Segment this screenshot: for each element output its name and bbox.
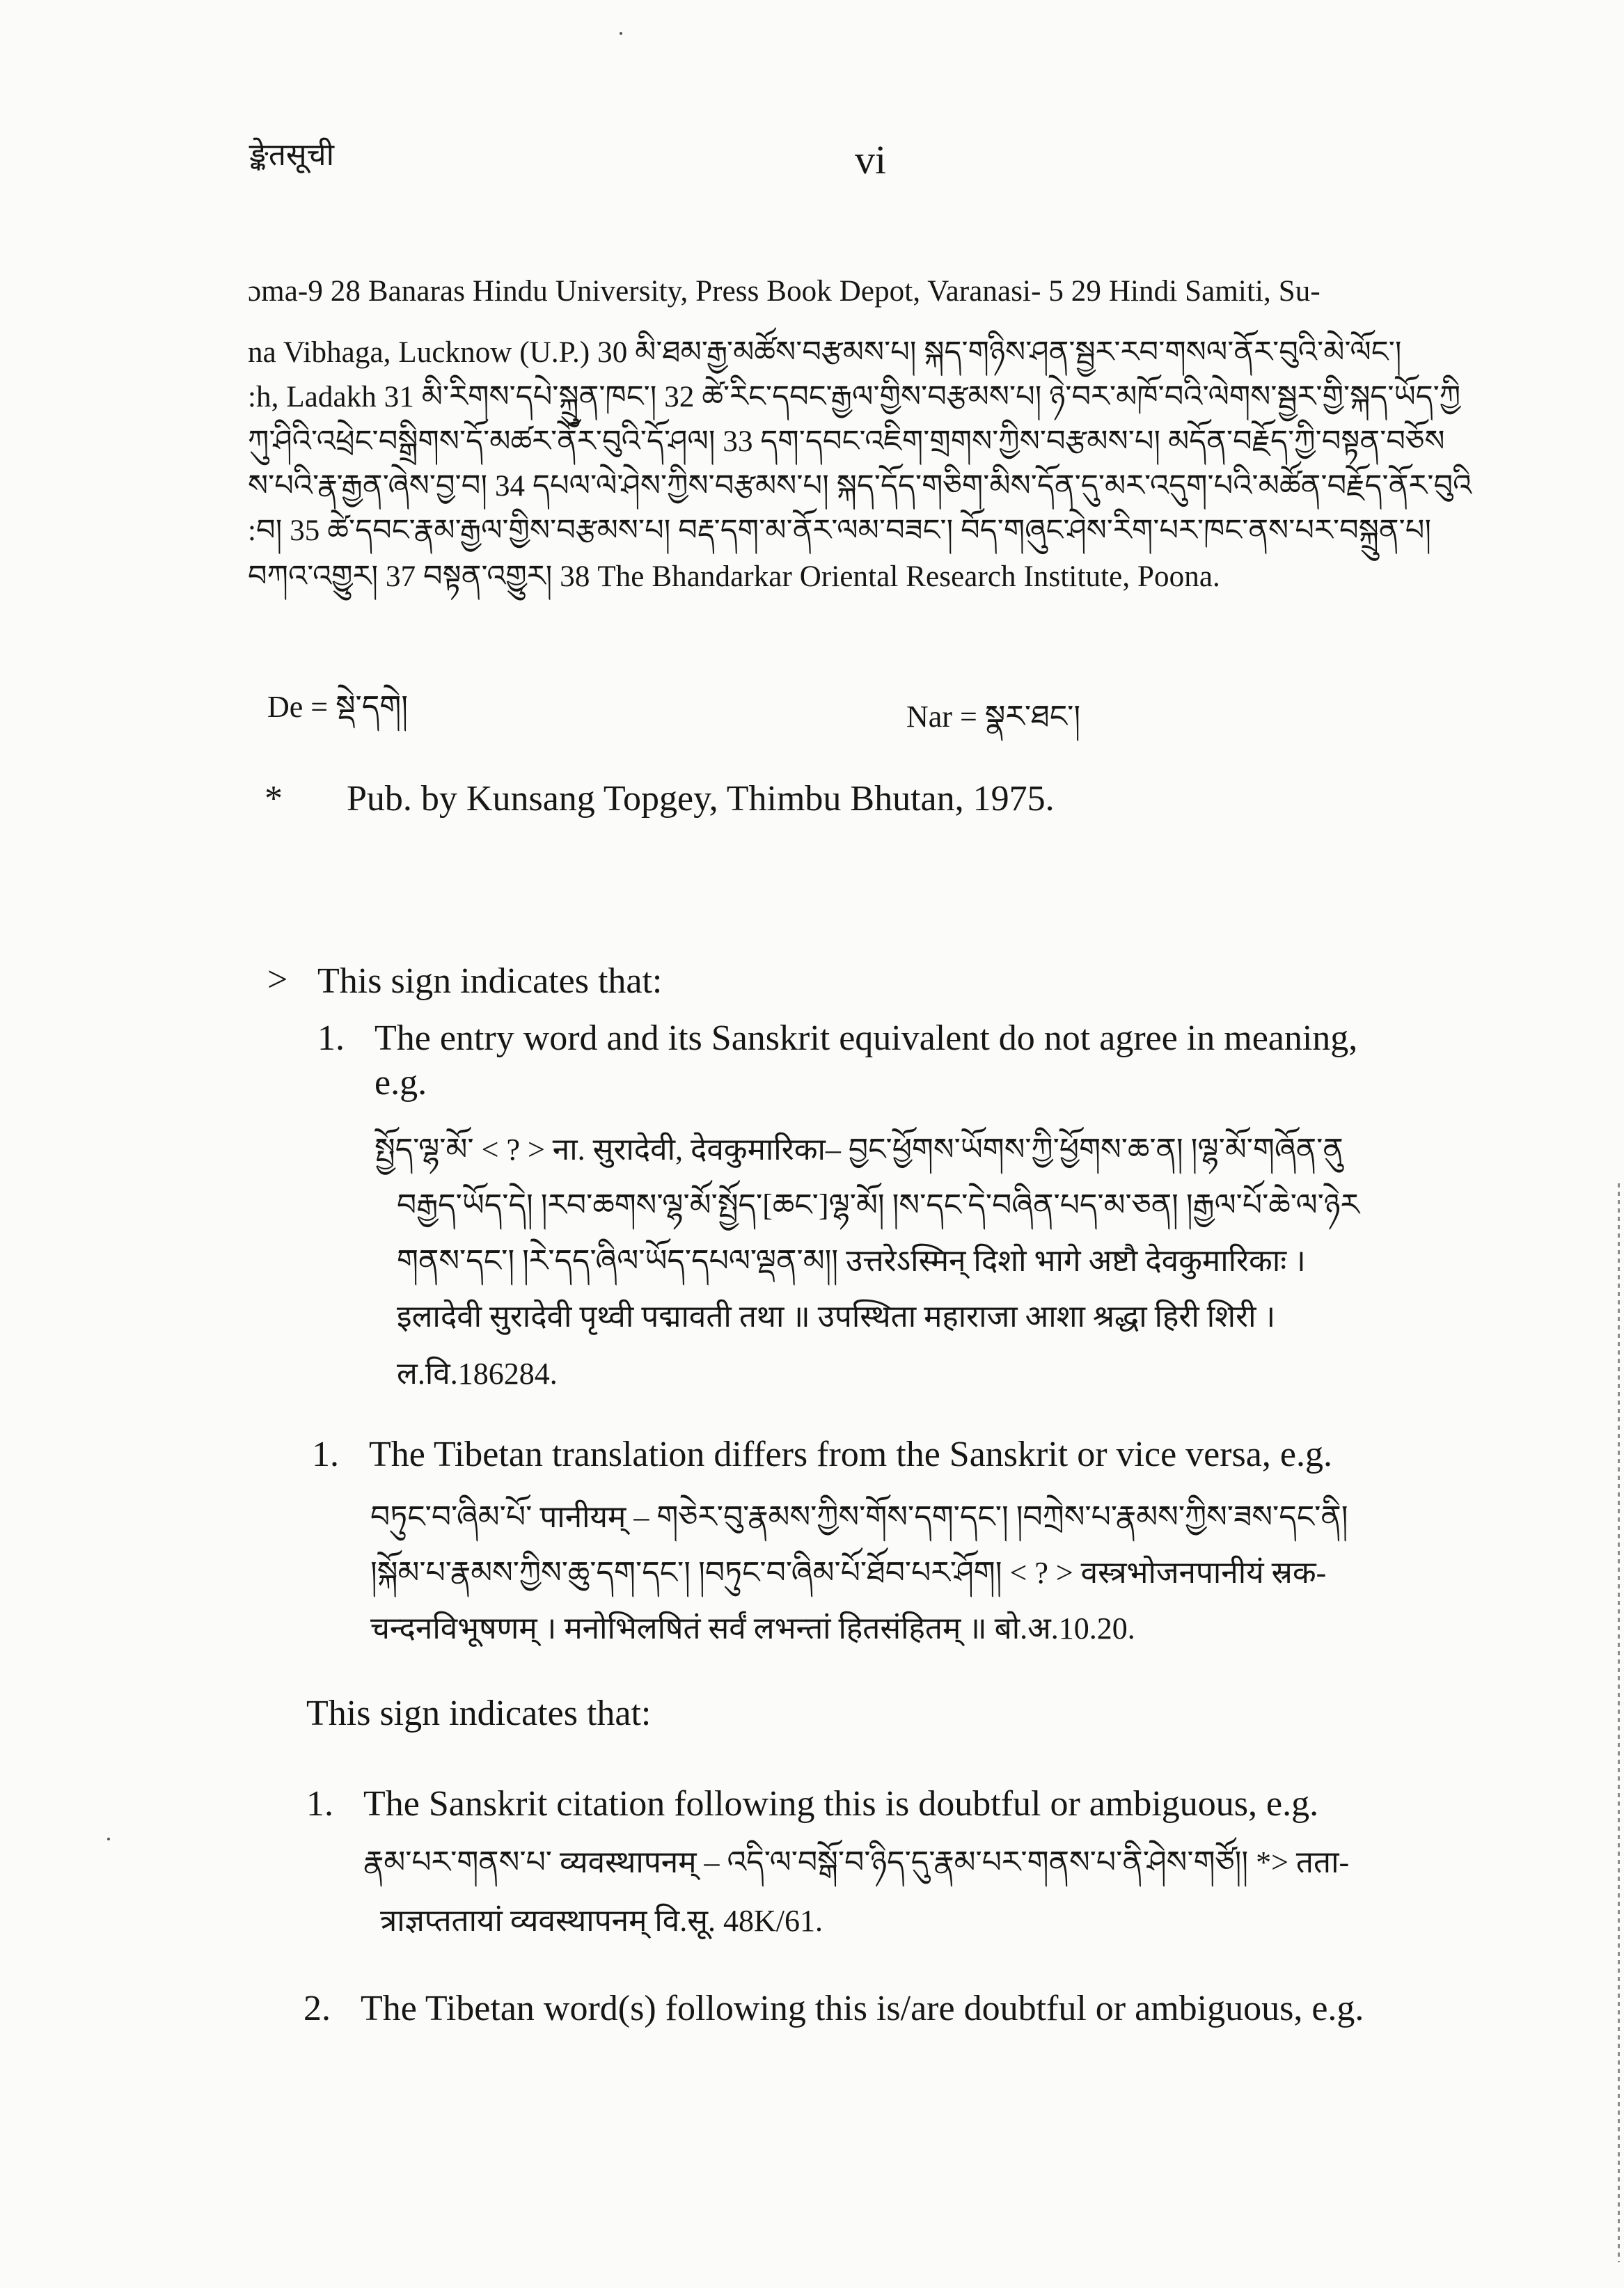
abbreviation-nar: Nar = སྣར་ཐང་། <box>906 700 1081 734</box>
scan-edge-mark <box>1618 1183 1620 2262</box>
item-number: 2. <box>303 1989 331 2028</box>
header-left-title: ङ्केतसूची <box>249 138 335 172</box>
item-text: e.g. <box>375 1063 427 1103</box>
item-text: The Tibetan word(s) following this is/are doubtful or ambiguous, e.g. <box>361 1989 1364 2028</box>
source-line: :བ། 35 ཚེ་དབང་རྣམ་རྒྱལ་གྱིས་བརྩམས་པ། བརྡ་དག་མ་ནོར་ལམ་བཟང་། བོད་གཞུང་ཤེས་རིག་པར་ཁང་ནས་པར་བསྐྲུན་པ། <box>248 514 1432 547</box>
sign-title: This sign indicates that: <box>317 961 663 1001</box>
example-line: བཏུང་བ་ཞིམ་པོ་ पानीयम् – གཅེར་བུ་རྣམས་ཀྱིས་གོས་དག་དང་། །བཀྲེས་པ་རྣམས་ཀྱིས་ཟས་དང་ནི། <box>370 1500 1348 1534</box>
item-text: The Sanskrit citation following this is doubtful or ambiguous, e.g. <box>363 1784 1319 1824</box>
item-number: 1. <box>312 1435 339 1474</box>
source-line: ɔma-9 28 Banaras Hindu University, Press Book Depot, Varanasi- 5 29 Hindi Samiti, Su- <box>248 275 1321 308</box>
example-line: །སྐོམ་པ་རྣམས་ཀྱིས་ཆུ་དག་དང་། །བཏུང་བ་ཞིམ་པོ་ཐོབ་པར་ཤོག། < ? > वस्त्रभोजनपानीयं स्रक- <box>370 1556 1327 1590</box>
source-line: བཀའ་འགྱུར། 37 བསྟན་འགྱུར། 38 The Bhandarkar Oriental Research Institute, Poona. <box>248 560 1220 593</box>
sign-title: This sign indicates that: <box>306 1694 652 1733</box>
example-line: इलादेवी सुरादेवी पृथ्वी पद्मावती तथा ॥ उपस्थिता महाराजा आशा श्रद्धा हिरी शिरी । <box>397 1300 1276 1334</box>
source-line: ས་པའི་རྣ་རྒྱན་ཞེས་བྱ་བ། 34 དཔལ་ལེ་ཤེས་ཀྱིས་བརྩམས་པ། སྐད་དོད་གཅིག་མིས་དོན་དུ་མར་འདུག་པའི་མཚོན་བརྗོད་ནོར་བུའི <box>248 470 1472 503</box>
example-line: སྤྱོད་ལྷ་མོ་ < ? > ना. सुरादेवी, देवकुमारिका– བྱང་ཕྱོགས་ཡོགས་ཀྱི་ཕྱོགས་ཆ་ན། །ལྷ་མོ་གཞོན་ནུ <box>375 1133 1343 1167</box>
sign-marker-gt: > <box>267 960 288 1000</box>
publication-note <box>265 778 1055 819</box>
scan-speck <box>620 32 622 35</box>
source-line: :h, Ladakh 31 མི་རིགས་དཔེ་སྐྲུན་ཁང་། 32 ཚེ་རིང་དབང་རྒྱལ་གྱིས་བརྩམས་པ། ཉེ་བར་མཁོ་བའི་ལེགས་སྦྱར་གྱི་སྐད་ཡོད་ཀྱི <box>248 381 1461 413</box>
source-line: ཀུ་ཤིའི་འཕྲེང་བསྒྲིགས་དོ་མཚར་ནོར་བུའི་དོ་ཤལ། 33 དག་དབང་འཇིག་གྲགས་ཀྱིས་བརྩམས་པ། མདོན་བརྗོད་ཀྱི་བསྟན་བཅོས <box>248 425 1445 458</box>
example-line: བརྒྱད་ཡོད་དེ། །རབ་ཆགས་ལྷ་མོ་སྤྱོད་[ཆང་]ལྷ་མོ། །ས་དང་དེ་བཞིན་པད་མ་ཅན། །རྒྱལ་པོ་ཆེ་ལ་ཉེར <box>397 1188 1359 1222</box>
source-line: na Vibhaga, Lucknow (U.P.) 30 མི་ཐམ་རྒྱ་མཚོས་བརྩམས་པ། སྐད་གཉིས་ཤན་སྦྱར་རབ་གསལ་ནོར་བུའི་མེ་ལོང་། <box>248 336 1402 369</box>
asterisk-marker: * <box>265 779 283 819</box>
item-number: 1. <box>306 1784 333 1824</box>
item-text: The Tibetan translation differs from the Sanskrit or vice versa, e.g. <box>369 1435 1332 1474</box>
abbreviation-de: De = སྡེ་དགེ། <box>267 690 408 724</box>
example-line: त्राज्ञप्ततायां व्यवस्थापनम् वि.सू. 48K/61. <box>380 1904 823 1938</box>
scan-speck <box>107 1838 110 1840</box>
publication-text: Pub. by Kunsang Topgey, Thimbu Bhutan, 1975. <box>347 779 1055 819</box>
item-text: The entry word and its Sanskrit equivalent do not agree in meaning, <box>375 1018 1358 1058</box>
example-line: རྣམ་པར་གནས་པ་ व्यवस्थापनम् – འདི་ལ་བསྒོ་བ་ཉིད་དུ་རྣམ་པར་གནས་པ་ནི་ཤེས་གཙོ།། *> तता- <box>363 1845 1350 1879</box>
page-number: vi <box>855 137 887 182</box>
example-line: चन्दनविभूषणम् । मनोभिलषितं सर्वं लभन्तां हितसंहितम् ॥ बो.अ.10.20. <box>370 1611 1135 1646</box>
example-line: ल.वि.186284. <box>397 1357 558 1391</box>
item-number: 1. <box>317 1018 345 1058</box>
example-line: གནས་དང་། །རེ་དད་ཞིལ་ཡོད་དཔལ་ལྡན་མ།། उत्तरेऽस्मिन् दिशो भागे अष्टौ देवकुमारिकाः । <box>397 1244 1306 1278</box>
